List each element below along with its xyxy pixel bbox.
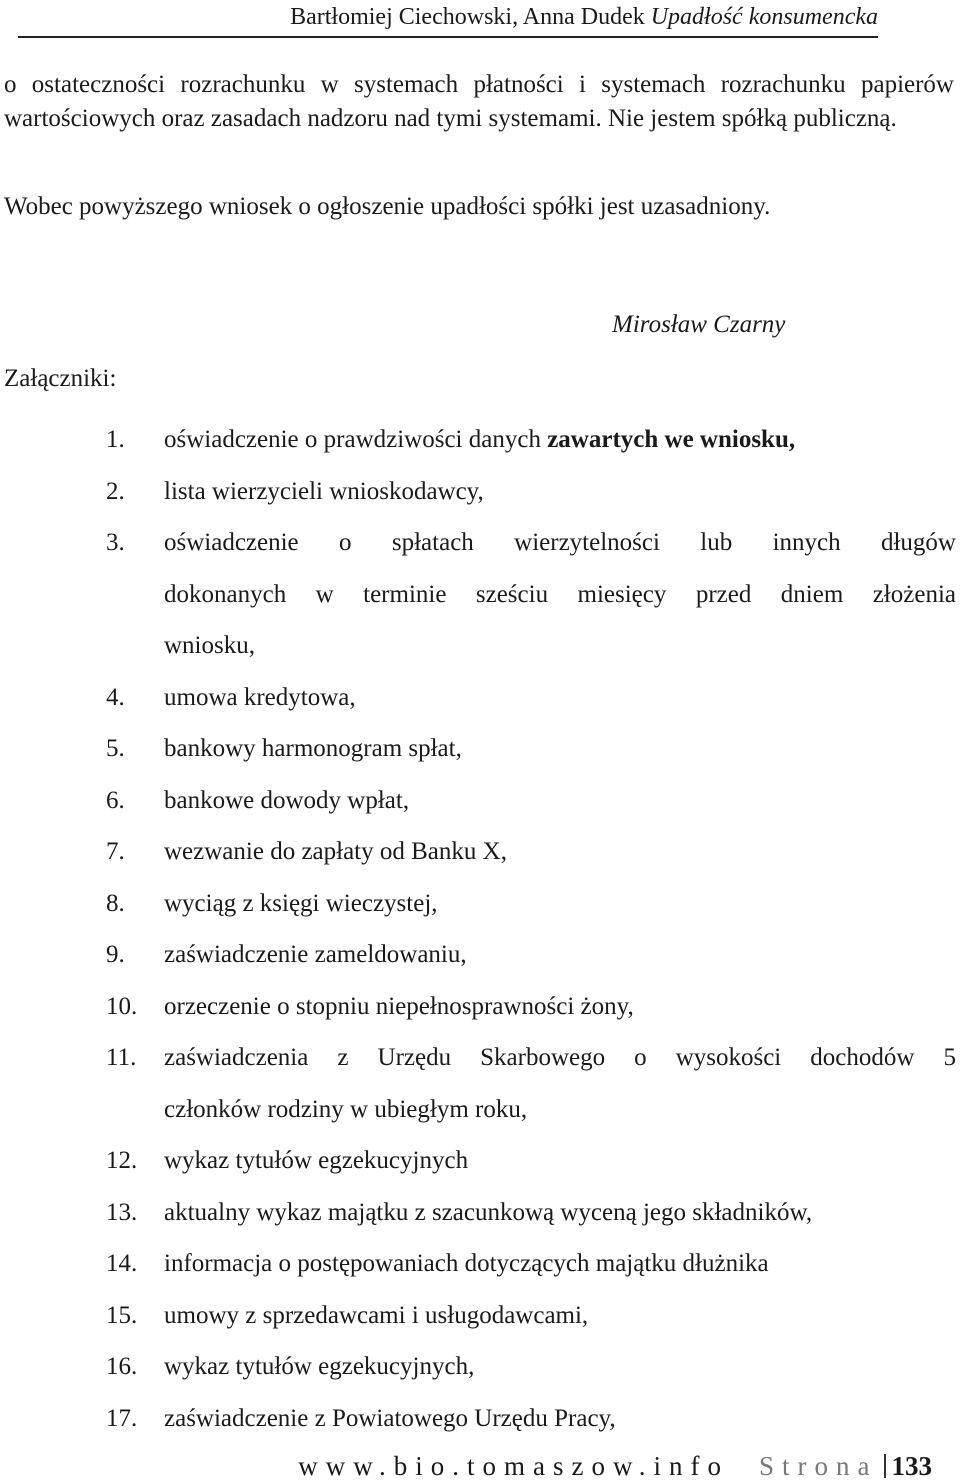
list-item	[106, 517, 956, 672]
header-authors: Bartłomiej Ciechowski, Anna Dudek	[290, 4, 651, 30]
item-text: zaświadczenie zameldowaniu,	[164, 941, 467, 968]
attachments-label: Załączniki:	[4, 365, 117, 392]
item-number: 17.	[106, 1404, 138, 1432]
item-text: informacja o postępowaniach dotyczących majątku dłużnika	[164, 1250, 769, 1277]
item-text-line-2: dokonanych w terminie sześciu miesięcy przed dniem złożenia	[164, 580, 956, 608]
list-item	[106, 1238, 956, 1290]
item-number: 12.	[106, 1147, 138, 1174]
list-item	[106, 1341, 956, 1393]
list-item	[106, 775, 956, 827]
item-text: bankowe dowody wpłat,	[164, 786, 410, 814]
item-text: aktualny wykaz majątku z szacunkową wyceną jego składników,	[164, 1198, 813, 1226]
item-text: zaświadczenie z Powiatowego Urzędu Pracy,	[164, 1404, 616, 1432]
list-item	[106, 1393, 956, 1445]
item-text-line-2: członków rodziny w ubiegłym roku,	[164, 1095, 528, 1123]
item-number: 10.	[106, 992, 138, 1020]
item-text: wyciąg z księgi wieczystej,	[164, 889, 438, 917]
item-text-regular: oświadczenie o prawdziwości danych	[164, 426, 548, 453]
item-text-block	[164, 517, 956, 672]
footer-page-number: 133	[891, 1451, 932, 1481]
conclusion-text: Wobec powyższego wniosek o ogłoszenie upadłości spółki jest uzasadniony.	[4, 193, 771, 220]
item-text-bold: zawartych we wniosku,	[547, 426, 796, 453]
item-text: umowa kredytowa,	[164, 683, 356, 711]
item-number: 11.	[106, 1044, 137, 1071]
attachments-list	[106, 414, 956, 1444]
list-item	[106, 1135, 956, 1187]
item-text: orzeczenie o stopniu niepełnosprawności żony,	[164, 992, 634, 1020]
item-number: 1.	[106, 426, 125, 453]
list-item	[106, 672, 956, 724]
item-text-line-1: zaświadczenia z Urzędu Skarbowego o wysokości dochodów 5	[164, 1044, 956, 1071]
item-number: 8.	[106, 889, 125, 917]
body-paragraph	[4, 68, 954, 136]
list-item	[106, 826, 956, 878]
list-item	[106, 1187, 956, 1239]
item-text: wykaz tytułów egzekucyjnych	[164, 1147, 469, 1174]
item-number: 9.	[106, 941, 125, 968]
list-item	[106, 878, 956, 930]
footer-url[interactable]: www.bio.tomaszow.info	[298, 1451, 729, 1481]
item-text-block	[164, 1032, 956, 1135]
item-text: wezwanie do zapłaty od Banku X,	[164, 838, 507, 865]
item-number: 15.	[106, 1301, 138, 1329]
item-number: 14.	[106, 1250, 138, 1277]
item-number: 6.	[106, 786, 125, 814]
page-footer	[0, 1448, 932, 1484]
signature: Mirosław Czarny	[612, 311, 786, 338]
paragraph-text: o ostateczności rozrachunku w systemach płatności i systemach rozrachunku papierów wartościowych oraz zasadach nadzoru nad tymi systemami. Nie jestem spółką publiczną.	[4, 71, 954, 132]
page-header	[18, 0, 878, 38]
item-number: 7.	[106, 838, 125, 865]
item-text-line-1: oświadczenie o spłatach wierzytelności lub innych długów	[164, 529, 956, 556]
item-text	[164, 414, 956, 466]
list-item	[106, 1032, 956, 1135]
list-item	[106, 466, 956, 518]
item-text: wykaz tytułów egzekucyjnych,	[164, 1353, 475, 1380]
list-item	[106, 929, 956, 981]
header-title: Upadłość konsumencka	[650, 4, 878, 30]
item-number: 4.	[106, 683, 125, 711]
list-item	[106, 1290, 956, 1342]
item-text-line-3: wniosku,	[164, 632, 255, 659]
list-item	[106, 414, 956, 466]
item-number: 16.	[106, 1353, 138, 1380]
item-number: 5.	[106, 735, 125, 762]
item-number: 13.	[106, 1198, 138, 1226]
item-text: bankowy harmonogram spłat,	[164, 735, 462, 762]
list-item	[106, 981, 956, 1033]
item-text: lista wierzycieli wnioskodawcy,	[164, 477, 484, 505]
item-number: 3.	[106, 529, 125, 556]
item-text: umowy z sprzedawcami i usługodawcami,	[164, 1301, 589, 1329]
footer-page-label: Strona	[759, 1451, 878, 1481]
footer-separator	[884, 1454, 886, 1478]
list-item	[106, 723, 956, 775]
item-number: 2.	[106, 477, 125, 505]
